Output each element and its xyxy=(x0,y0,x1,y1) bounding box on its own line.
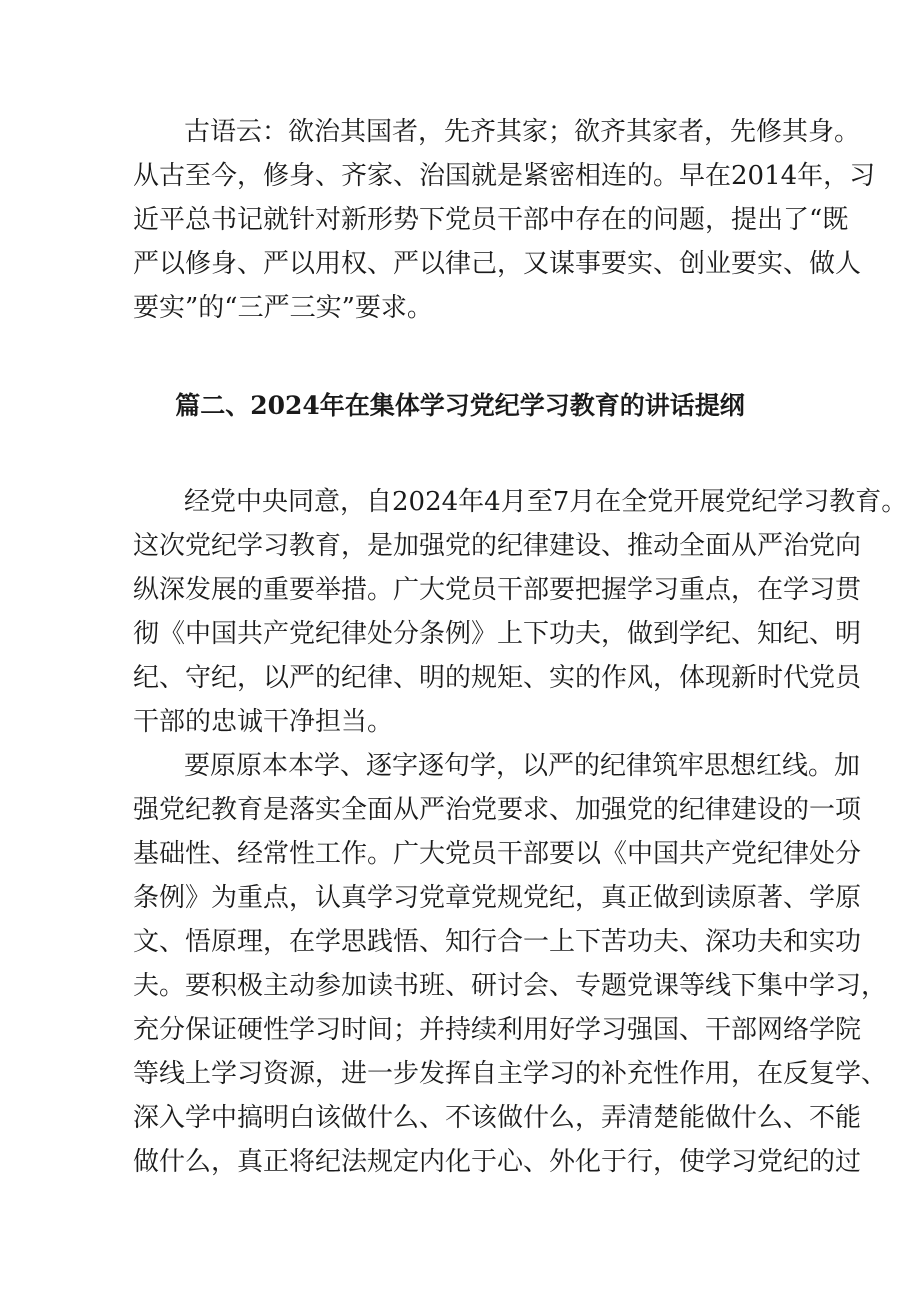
paragraph-intro-line: 要实”的“三严三实”要求。 xyxy=(133,293,433,323)
paragraph-intro-line: 从古至今，修身、齐家、治国就是紧密相连的。早在2014年，习 xyxy=(133,161,876,191)
paragraph-one-line: 纵深发展的重要举措。广大党员干部要把握学习重点，在学习贯 xyxy=(133,575,862,605)
paragraph-intro-line: 严以修身、严以用权、严以律己，又谋事要实、创业要实、做人 xyxy=(133,249,862,279)
paragraph-two-line: 条例》为重点，认真学习党章党规党纪，真正做到读原著、学原 xyxy=(133,883,862,913)
paragraph-one-line: 彻《中国共产党纪律处分条例》上下功夫，做到学纪、知纪、明 xyxy=(133,619,862,649)
paragraph-two-line: 文、悟原理，在学思践悟、知行合一上下苦功夫、深功夫和实功 xyxy=(133,927,862,957)
paragraph-two-line: 等线上学习资源，进一步发挥自主学习的补充性作用，在反复学、 xyxy=(133,1059,888,1089)
paragraph-two-line: 基础性、经常性工作。广大党员干部要以《中国共产党纪律处分 xyxy=(133,839,862,869)
paragraph-two-line: 做什么，真正将纪法规定内化于心、外化于行，使学习党纪的过 xyxy=(133,1147,862,1177)
paragraph-two-line: 充分保证硬性学习时间；并持续利用好学习强国、干部网络学院 xyxy=(133,1015,862,1045)
paragraph-two-line: 强党纪教育是落实全面从严治党要求、加强党的纪律建设的一项 xyxy=(133,795,862,825)
paragraph-one-line: 这次党纪学习教育，是加强党的纪律建设、推动全面从严治党向 xyxy=(133,531,862,561)
paragraph-two-line: 深入学中搞明白该做什么、不该做什么，弄清楚能做什么、不能 xyxy=(133,1103,862,1133)
paragraph-two-line: 要原原本本学、逐字逐句学，以严的纪律筑牢思想红线。加 xyxy=(184,751,861,781)
paragraph-two-line: 夫。要积极主动参加读书班、研讨会、专题党课等线下集中学习， xyxy=(133,971,888,1001)
section-heading: 篇二、2024年在集体学习党纪学习教育的讲话提纲 xyxy=(175,391,745,420)
paragraph-one-line: 经党中央同意，自2024年4月至7月在全党开展党纪学习教育。 xyxy=(184,487,908,517)
paragraph-intro-line: 古语云：欲治其国者，先齐其家；欲齐其家者，先修其身。 xyxy=(184,117,861,147)
paragraph-one-line: 纪、守纪，以严的纪律、明的规矩、实的作风，体现新时代党员 xyxy=(133,663,862,693)
paragraph-intro-line: 近平总书记就针对新形势下党员干部中存在的问题，提出了“既 xyxy=(133,205,849,235)
paragraph-one-line: 干部的忠诚干净担当。 xyxy=(133,707,394,737)
